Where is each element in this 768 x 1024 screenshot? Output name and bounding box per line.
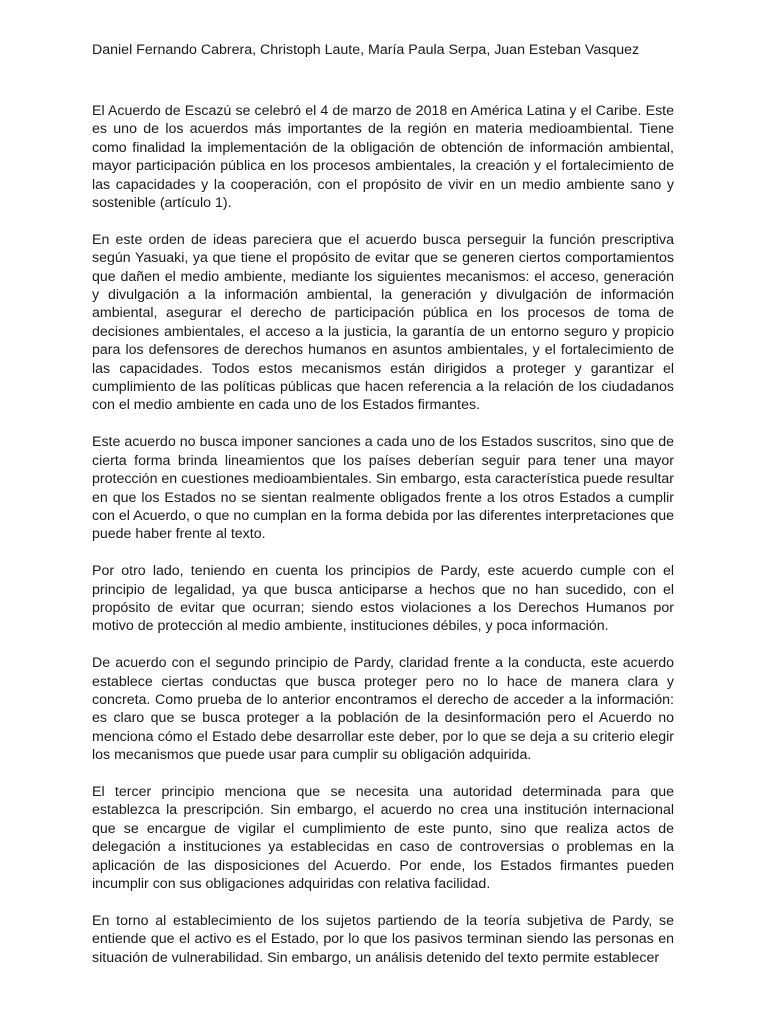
document-body: [92, 102, 674, 985]
paragraph: Por otro lado, teniendo en cuenta los principios de Pardy, este acuerdo cumple con el principio de legalidad, ya que busca anticiparse a hechos que no han sucedido, con el propósito de evitar que ocurran; siendo estos violaciones a los Derechos Humanos por motivo de protección al medio ambiente, instituciones débiles, y poca información.: [92, 563, 674, 635]
authors-line: Daniel Fernando Cabrera, Christoph Laute, María Paula Serpa, Juan Esteban Vasquez: [92, 42, 640, 58]
paragraph: En torno al establecimiento de los sujetos partiendo de la teoría subjetiva de Pardy, se entiende que el activo es el Estado, por lo que los pasivos terminan siendo las personas en situación de vulnerabilidad. Sin embargo, un análisis detenido del texto permite establecer: [92, 912, 674, 966]
paragraph: El tercer principio menciona que se necesita una autoridad determinada para que establezca la prescripción. Sin embargo, el acuerdo no crea una institución internacional que se encargue de vigilar el cumplimiento de este punto, sino que realiza actos de delegación a instituciones ya establecidas en caso de controversias o problemas en la aplicación de las disposiciones del Acuerdo. Por ende, los Estados firmantes pueden incumplir con sus obligaciones adquiridas con relativa facilidad.: [92, 783, 674, 892]
paragraph: De acuerdo con el segundo principio de Pardy, claridad frente a la conducta, este acuerdo establece ciertas conductas que busca proteger pero no lo hace de manera clara y concreta. Como prueba de lo anterior encontramos el derecho de acceder a la información: es claro que se busca proteger a la población de la desinformación pero el Acuerdo no menciona cómo el Estado debe desarrollar este deber, por lo que se deja a su criterio elegir los mecanismos que puede usar para cumplir su obligación adquirida.: [92, 655, 674, 764]
paragraph: Este acuerdo no busca imponer sanciones a cada uno de los Estados suscritos, sino que de cierta forma brinda lineamientos que los países deberían seguir para tener una mayor protección en cuestiones medioambientales. Sin embargo, esta característica puede resultar en que los Estados no se sientan realmente obligados frente a los otros Estados a cumplir con el Acuerdo, o que no cumplan en la forma debida por las diferentes interpretaciones que puede haber frente al texto.: [92, 434, 675, 543]
paragraph: En este orden de ideas pareciera que el acuerdo busca perseguir la función prescriptiva según Yasuaki, ya que tiene el propósito de evitar que se generen ciertos comportamientos que dañen el medio ambiente, mediante los siguientes mecanismos: el acceso, generación y divulgación a la información ambiental, la generación y divulgación de información ambiental, asegurar el derecho de participación pública en los procesos de toma de decisiones ambientales, el acceso a la justicia, la garantía de un entorno seguro y propicio para los defensores de derechos humanos en asuntos ambientales, y el fortalecimiento de las capacidades. Todos estos mecanismos están dirigidos a proteger y garantizar el cumplimiento de las políticas públicas que hacen referencia a la relación de los ciudadanos con el medio ambiente en cada uno de los Estados firmantes.: [92, 231, 674, 414]
paragraph: El Acuerdo de Escazú se celebró el 4 de marzo de 2018 en América Latina y el Caribe. Este es uno de los acuerdos más importantes de la región en materia medioambiental. Tiene como finalidad la implementación de la obligación de obtención de información ambiental, mayor participación pública en los procesos ambientales, la creación y el fortalecimiento de las capacidades y la cooperación, con el propósito de vivir en un medio ambiente sano y sostenible (artículo 1).: [92, 103, 674, 212]
